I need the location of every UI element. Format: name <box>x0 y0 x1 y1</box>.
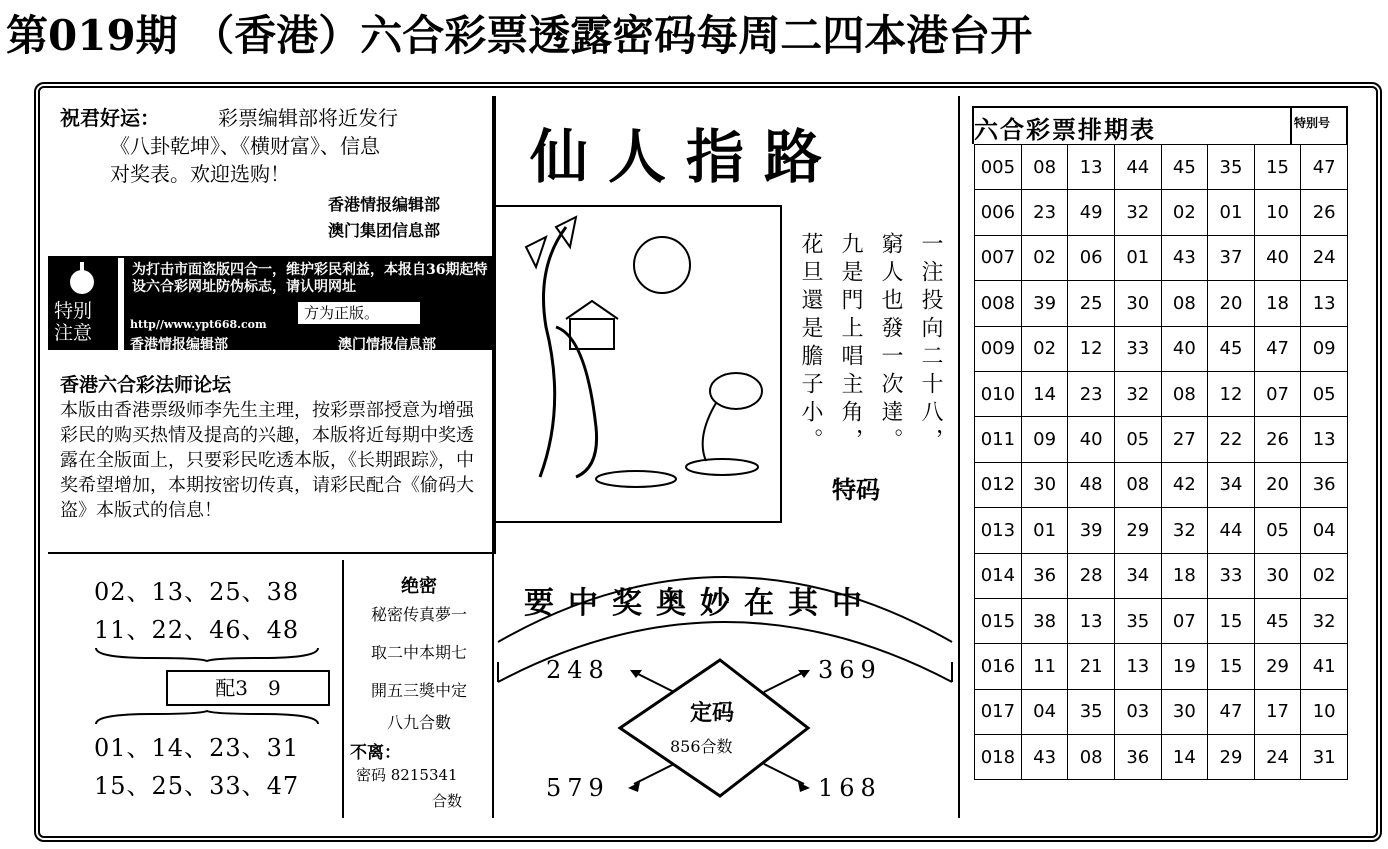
special-badge-label: 特别 注意 <box>54 300 93 344</box>
issue-cell: 009 <box>975 326 1022 371</box>
number-cell: 31 <box>1301 735 1348 780</box>
number-cell: 20 <box>1254 462 1301 507</box>
number-cell: 30 <box>1114 281 1161 326</box>
number-cell: 36 <box>1301 462 1348 507</box>
number-cell: 23 <box>1068 371 1115 416</box>
number-cell: 33 <box>1208 553 1255 598</box>
number-cell: 44 <box>1208 508 1255 553</box>
number-cell: 30 <box>1021 462 1068 507</box>
poem-line: 一注投向二十八， <box>918 232 943 456</box>
number-cell: 26 <box>1301 190 1348 235</box>
number-cell: 11 <box>1021 644 1068 689</box>
number-cell: 13 <box>1068 145 1115 190</box>
number-cell: 24 <box>1301 235 1348 280</box>
number-cell: 25 <box>1068 281 1115 326</box>
divider <box>958 96 960 818</box>
number-cell: 13 <box>1068 598 1115 643</box>
secret-line: 八九合數 <box>386 713 451 732</box>
issue-cell: 008 <box>975 281 1022 326</box>
number-cell: 13 <box>1301 281 1348 326</box>
number-cell: 45 <box>1161 145 1208 190</box>
table-row <box>975 553 1348 598</box>
number-cell: 10 <box>1301 689 1348 734</box>
dingma-label: 定码 <box>690 700 735 726</box>
landscape-illustration <box>496 207 780 521</box>
number-cell: 30 <box>1254 553 1301 598</box>
table-row <box>975 644 1348 689</box>
forum-panel <box>48 362 496 554</box>
issue-cell: 015 <box>975 598 1022 643</box>
issue-cell: 011 <box>975 417 1022 462</box>
poem <box>786 232 946 472</box>
issue-cell: 016 <box>975 644 1022 689</box>
number-cell: 13 <box>1301 417 1348 462</box>
number-cell: 39 <box>1021 281 1068 326</box>
poem-line: 花旦還是膽子小。 <box>798 232 823 456</box>
notice-line: 彩票编辑部将近发行 <box>218 106 398 130</box>
number-cell: 13 <box>1114 644 1161 689</box>
number-cell: 43 <box>1161 235 1208 280</box>
table-row <box>975 145 1348 190</box>
special-foot-left: 香港情报编辑部 <box>130 337 228 353</box>
number-cell: 34 <box>1114 553 1161 598</box>
number-cell: 02 <box>1161 190 1208 235</box>
secret-panel <box>342 560 494 818</box>
table-row <box>975 508 1348 553</box>
number-cell: 15 <box>1208 598 1255 643</box>
number-cell: 08 <box>1068 735 1115 780</box>
number-cell: 36 <box>1021 553 1068 598</box>
issue-cell: 012 <box>975 462 1022 507</box>
number-cell: 19 <box>1161 644 1208 689</box>
number-cell: 14 <box>1161 735 1208 780</box>
number-cell: 40 <box>1161 326 1208 371</box>
issue-cell: 014 <box>975 553 1022 598</box>
number-cell: 37 <box>1208 235 1255 280</box>
number-cell: 32 <box>1161 508 1208 553</box>
secret-heading: 绝密 <box>401 576 437 597</box>
secret-code: 密码 8215341 <box>356 766 458 784</box>
number-cell: 05 <box>1114 417 1161 462</box>
issue-cell: 017 <box>975 689 1022 734</box>
number-cell: 41 <box>1301 644 1348 689</box>
number-cell: 03 <box>1114 689 1161 734</box>
number-cell: 28 <box>1068 553 1115 598</box>
notice-heading: 祝君好运： <box>60 106 160 130</box>
number-cell: 08 <box>1021 145 1068 190</box>
brace-icon <box>92 646 322 662</box>
number-cell: 35 <box>1114 598 1161 643</box>
notice-panel <box>48 96 496 258</box>
number-cell: 32 <box>1114 190 1161 235</box>
notice-line: 《八卦乾坤》、《横财富》、信息 <box>110 134 380 158</box>
number-cell: 45 <box>1254 598 1301 643</box>
arc-text: 要中奖奥妙在其中 <box>524 586 876 621</box>
number-cell: 47 <box>1301 145 1348 190</box>
number-cell: 32 <box>1114 371 1161 416</box>
divider <box>492 96 494 818</box>
corner-number: 168 <box>818 774 882 802</box>
number-cell: 36 <box>1114 735 1161 780</box>
special-text: 为打击市面盗版四合一，维护彩民利益，本报自36期起特设六合彩网址防伪标志，请认明网址 <box>132 262 488 295</box>
number-row: 02、13、25、38 <box>94 578 300 606</box>
number-cell: 18 <box>1254 281 1301 326</box>
notice-line: 对奖表。欢迎选购！ <box>110 162 290 186</box>
number-cell: 08 <box>1114 462 1161 507</box>
number-cell: 39 <box>1068 508 1115 553</box>
number-cell: 17 <box>1254 689 1301 734</box>
number-cell: 15 <box>1254 145 1301 190</box>
illustration <box>494 205 782 523</box>
page-title: 第019期 （香港）六合彩票透露密码每周二四本港台开 <box>6 11 1033 60</box>
poem-line: 窮人也發一次達。 <box>878 232 903 456</box>
prediction-panel <box>494 522 956 818</box>
forum-body: 本版由香港票级师李先生主理，按彩票部授意为增强彩民的购买热情及提高的兴趣，本版将近每期中奖透露在全版面上，只要彩民吃透本版，《长期跟踪》，中奖希望增加，本期按密切传真，请彩民配合《偷码大盗》本版式的信息！ <box>60 400 474 521</box>
special-url: http//www.ypt668.com <box>130 318 267 331</box>
table-row <box>975 689 1348 734</box>
number-cell: 08 <box>1161 371 1208 416</box>
issue-cell: 010 <box>975 371 1022 416</box>
number-cell: 40 <box>1068 417 1115 462</box>
gourd-icon <box>64 260 100 296</box>
number-cell: 15 <box>1208 644 1255 689</box>
number-cell: 43 <box>1021 735 1068 780</box>
number-cell: 22 <box>1208 417 1255 462</box>
issue-cell: 007 <box>975 235 1022 280</box>
number-cell: 49 <box>1068 190 1115 235</box>
number-cell: 12 <box>1068 326 1115 371</box>
table-row <box>975 326 1348 371</box>
number-cell: 45 <box>1208 326 1255 371</box>
number-cell: 32 <box>1301 598 1348 643</box>
corner-number: 579 <box>546 774 610 802</box>
table-row <box>975 417 1348 462</box>
forum-heading: 香港六合彩法师论坛 <box>60 374 232 396</box>
number-picks <box>48 560 340 818</box>
number-cell: 02 <box>1021 326 1068 371</box>
number-row: 01、14、23、31 <box>94 734 300 762</box>
special-number-label: 特别号 <box>1294 116 1331 130</box>
table-row <box>975 190 1348 235</box>
number-cell: 06 <box>1068 235 1115 280</box>
number-cell: 08 <box>1161 281 1208 326</box>
issue-cell: 018 <box>975 735 1022 780</box>
issue-cell: 013 <box>975 508 1022 553</box>
number-cell: 18 <box>1161 553 1208 598</box>
number-cell: 09 <box>1301 326 1348 371</box>
number-cell: 29 <box>1254 644 1301 689</box>
issue-cell: 006 <box>975 190 1022 235</box>
corner-number: 369 <box>818 656 882 684</box>
number-cell: 02 <box>1301 553 1348 598</box>
secret-line: 秘密传真夢一 <box>370 605 467 624</box>
table-row <box>975 281 1348 326</box>
number-cell: 38 <box>1021 598 1068 643</box>
number-cell: 42 <box>1161 462 1208 507</box>
number-cell: 07 <box>1254 371 1301 416</box>
number-cell: 01 <box>1114 235 1161 280</box>
number-cell: 29 <box>1114 508 1161 553</box>
issue-cell: 005 <box>975 145 1022 190</box>
number-cell: 14 <box>1021 371 1068 416</box>
number-cell: 09 <box>1021 417 1068 462</box>
number-cell: 30 <box>1161 689 1208 734</box>
secret-line: 開五三獎中定 <box>370 681 467 700</box>
special-badge <box>48 256 118 350</box>
special-notice <box>48 256 494 356</box>
number-cell: 34 <box>1208 462 1255 507</box>
secret-label: 不离： <box>350 743 401 763</box>
corner-number: 248 <box>546 656 610 684</box>
number-cell: 20 <box>1208 281 1255 326</box>
tema-label: 特码 <box>832 475 880 504</box>
brace-icon <box>92 710 322 726</box>
number-cell: 29 <box>1208 735 1255 780</box>
table-title: 六合彩票排期表 <box>974 115 1156 144</box>
table-row <box>975 598 1348 643</box>
secret-line: 取二中本期七 <box>370 643 467 662</box>
divider <box>1290 106 1292 144</box>
dingma-sum: 856合数 <box>670 737 733 756</box>
number-cell: 40 <box>1254 235 1301 280</box>
table-row <box>975 371 1348 416</box>
number-cell: 24 <box>1254 735 1301 780</box>
special-note: 方为正版。 <box>298 302 420 324</box>
pair-box: 配3 9 <box>166 670 330 706</box>
center-title: 仙人指路 <box>530 123 843 191</box>
number-cell: 04 <box>1021 689 1068 734</box>
number-row: 11、22、46、48 <box>94 616 300 644</box>
number-cell: 02 <box>1021 235 1068 280</box>
number-cell: 07 <box>1161 598 1208 643</box>
secret-suffix: 合数 <box>432 792 463 810</box>
number-cell: 48 <box>1068 462 1115 507</box>
table-row <box>975 235 1348 280</box>
number-cell: 21 <box>1068 644 1115 689</box>
notice-signature: 澳门集团信息部 <box>328 221 441 240</box>
schedule-table-panel <box>964 96 1356 818</box>
number-cell: 05 <box>1301 371 1348 416</box>
number-row: 15、25、33、47 <box>94 772 300 800</box>
number-cell: 10 <box>1254 190 1301 235</box>
number-cell: 26 <box>1254 417 1301 462</box>
number-cell: 35 <box>1208 145 1255 190</box>
number-cell: 04 <box>1301 508 1348 553</box>
table-row <box>975 462 1348 507</box>
number-cell: 27 <box>1161 417 1208 462</box>
number-cell: 47 <box>1208 689 1255 734</box>
notice-signature: 香港情报编辑部 <box>328 195 441 214</box>
schedule-table <box>974 144 1348 780</box>
number-cell: 01 <box>1208 190 1255 235</box>
number-cell: 35 <box>1068 689 1115 734</box>
number-cell: 05 <box>1254 508 1301 553</box>
number-cell: 33 <box>1114 326 1161 371</box>
number-cell: 44 <box>1114 145 1161 190</box>
number-cell: 12 <box>1208 371 1255 416</box>
number-cell: 01 <box>1021 508 1068 553</box>
table-row <box>975 735 1348 780</box>
number-cell: 47 <box>1254 326 1301 371</box>
number-cell: 23 <box>1021 190 1068 235</box>
poem-line: 九是門上唱主角， <box>838 232 863 456</box>
special-foot-right: 澳门情报信息部 <box>338 337 436 353</box>
